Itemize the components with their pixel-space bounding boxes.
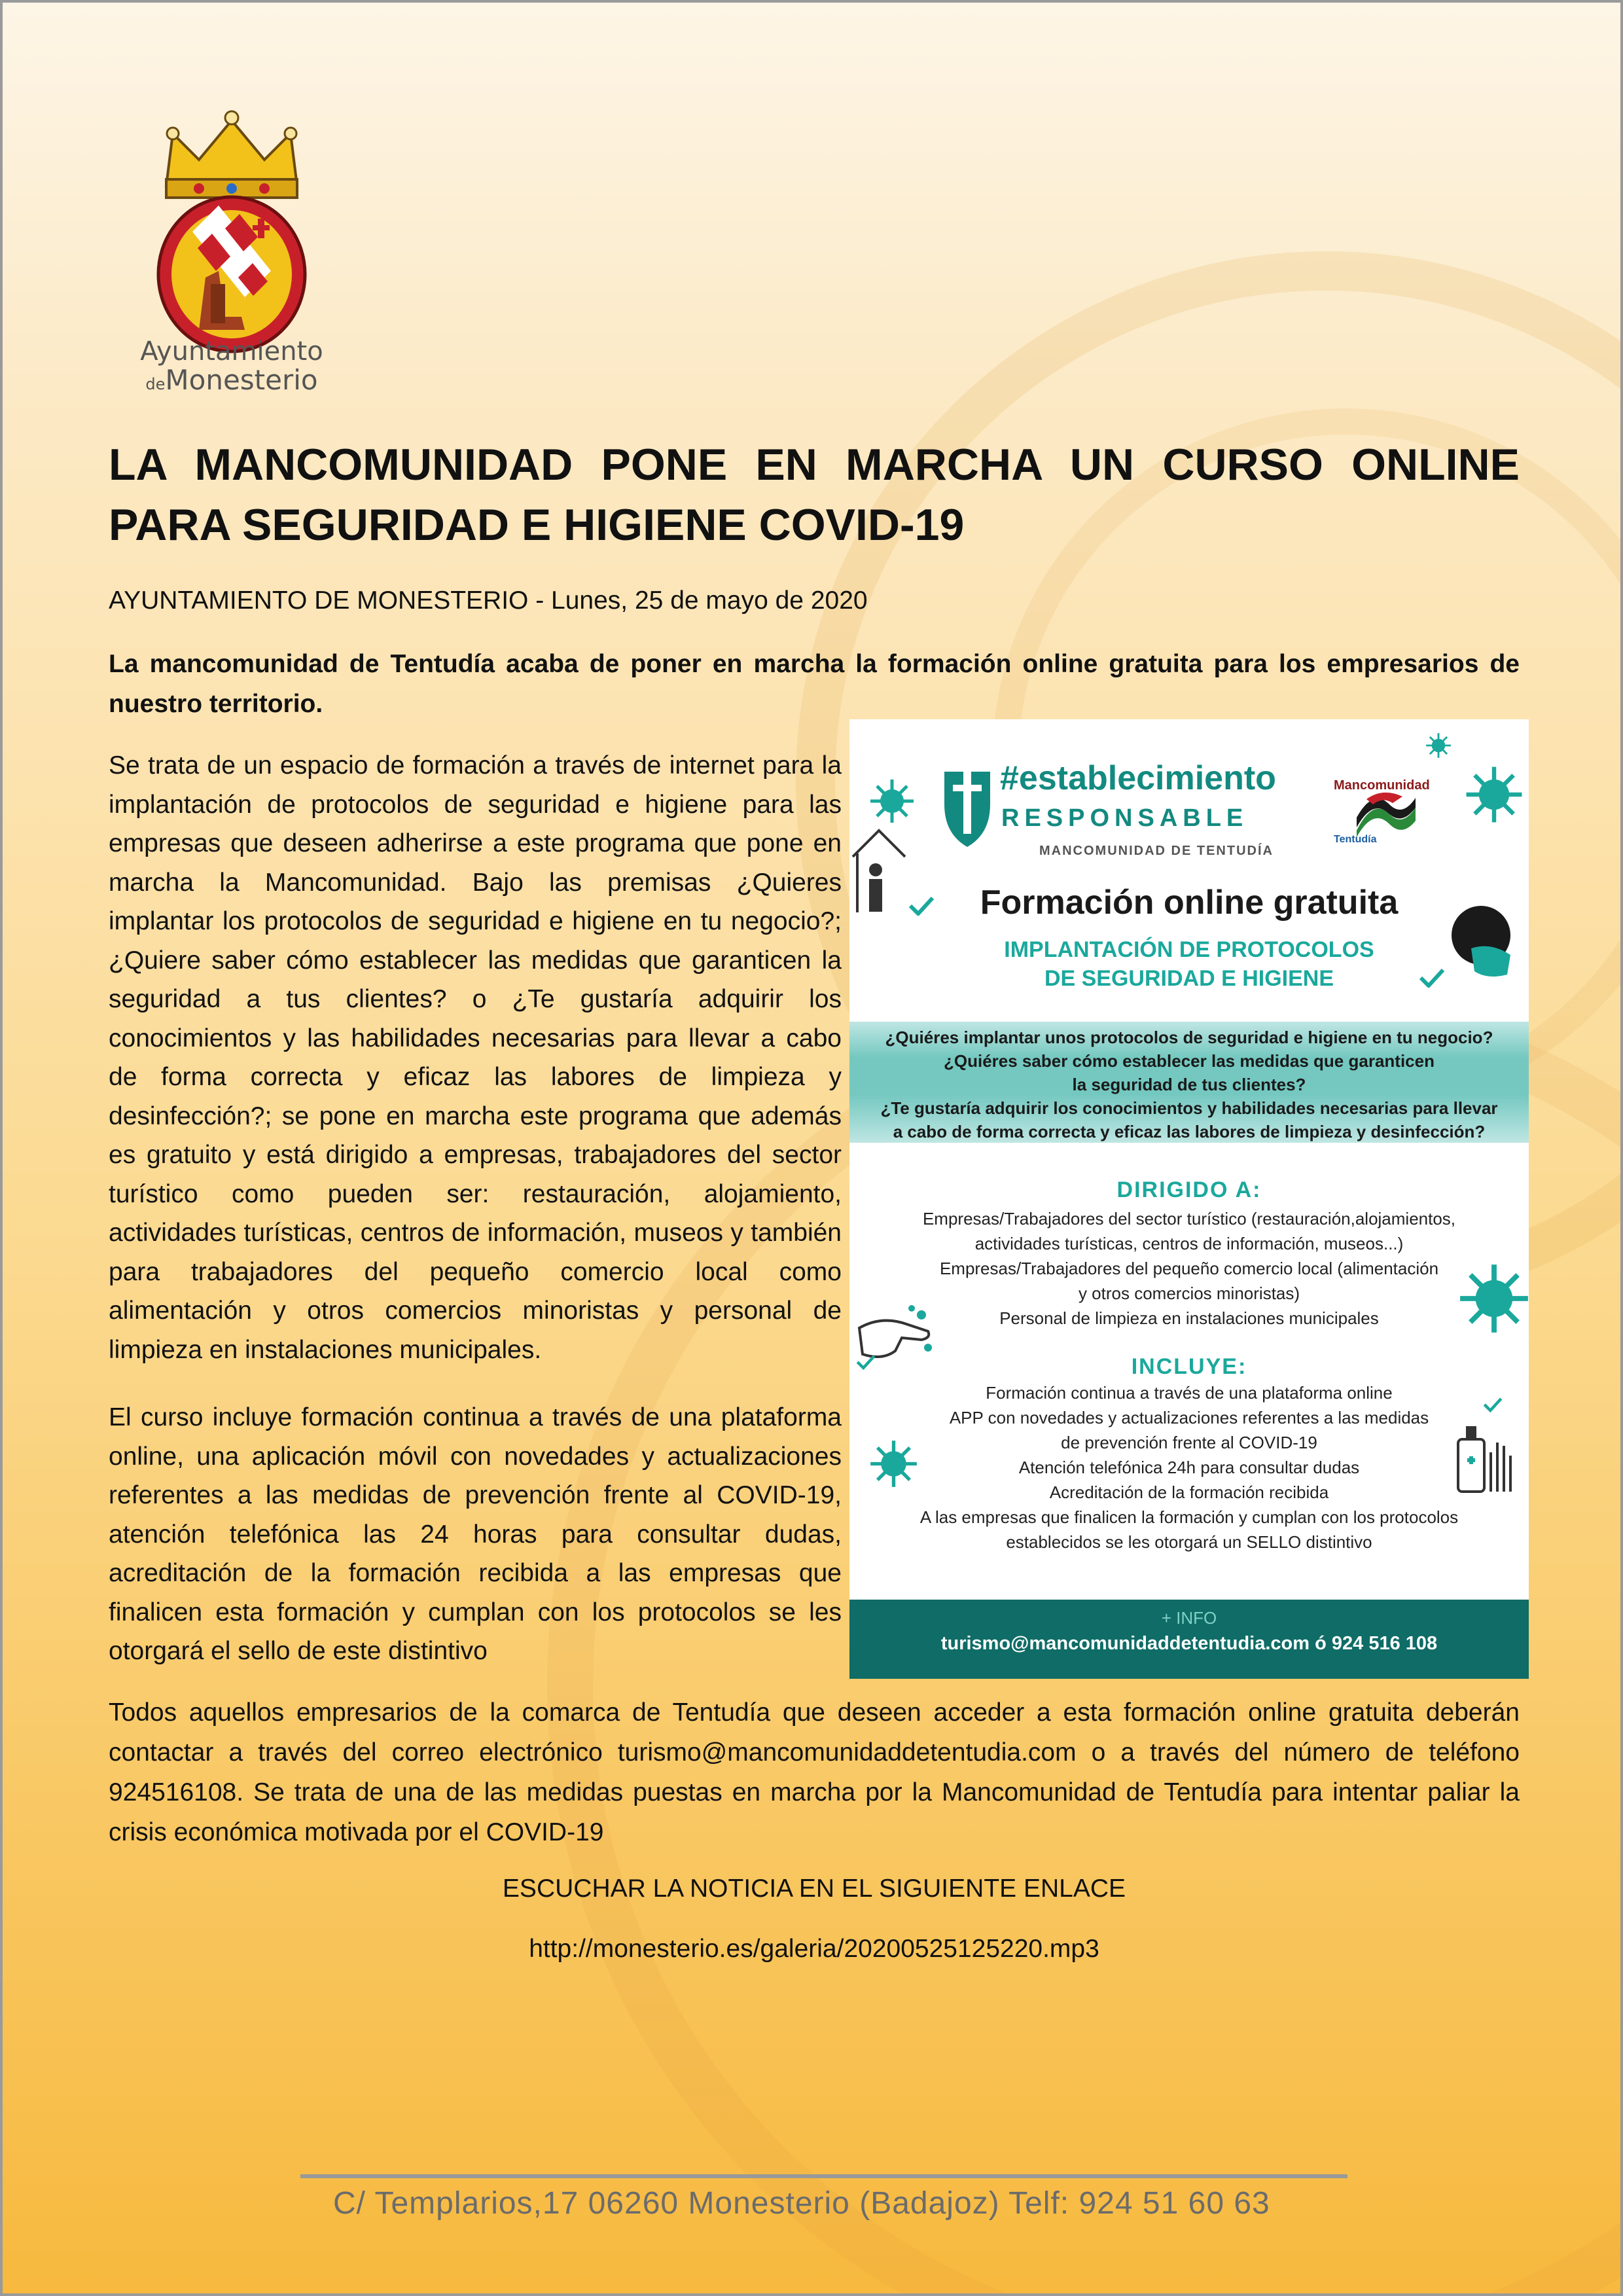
poster-dirigido-line: Personal de limpieza en instalaciones municipales [999,1308,1379,1328]
mancomunidad-logo-icon [1353,791,1419,837]
logo-caption-town: Monesterio [165,364,318,396]
virus-icon [1465,765,1524,824]
footer-address: C/ Templarios,17 06260 Monesterio (Badajoz) Telf: 924 51 60 63 [333,2186,1270,2221]
article-paragraph-3: Todos aquellos empresarios de la comarca de Tentudía que deseen acceder a esta formación online gratuita deberán contactar a través del correo electrónico turismo@mancomunidaddetentudia.com o a través del número de teléfono 924516108. Se trata de una de las medidas puestas en marcha por la Mancomunidad de Tentudía para intentar paliar la crisis económica motivada por el COVID-19 [109,1698,1520,1846]
virus-icon [1458,1263,1529,1335]
poster-incluye-line: Formación continua a través de una plataforma online [986,1383,1393,1403]
footer-divider [300,2174,1347,2178]
poster-incluye-title: INCLUYE: [1131,1354,1247,1379]
poster-responsable: RESPONSABLE [1001,804,1249,832]
poster-question-line: a cabo de forma correcta y eficaz las labores de limpieza y desinfección? [893,1122,1486,1141]
poster-contact: turismo@mancomunidaddetentudia.com ó 924 516 108 [940,1633,1438,1654]
poster-dirigido-line: actividades turísticas, centros de información, museos...) [974,1234,1404,1253]
poster-subheading-line2: DE SEGURIDAD E HIGIENE [1044,966,1334,991]
shield-icon [158,197,305,351]
poster-incluye-line: establecidos se les otorgará un SELLO distintivo [1006,1532,1372,1552]
poster-info-label: + INFO [1161,1608,1217,1628]
logo-caption-line2 [127,364,336,396]
poster-subheading [849,935,1529,993]
poster-incluye-line: de prevención frente al COVID-19 [1061,1433,1317,1452]
poster-incluye-line: A las empresas que finalicen la formación y cumplan con los protocolos [919,1507,1459,1527]
article-paragraph-2: El curso incluye formación continua a través de una plataforma online, una aplicación móvil con novedades y actualizaciones referentes a las medidas de prevención frente al COVID-19, atención telefónica las 24 horas para consultar dudas, acreditación de la formación recibida a las empresas que finalicen esta formación y cumplan con los protocolos se les otorgará el sello de este distintivo [109,1403,842,1665]
course-poster [849,719,1529,1679]
poster-dirigido-title: DIRIGIDO A: [1116,1177,1262,1202]
article-dateline: AYUNTAMIENTO DE MONESTERIO - Lunes, 25 de mayo de 2020 [109,586,868,615]
virus-icon [1425,732,1452,759]
poster-incluye-list [849,1380,1529,1554]
logo-caption-prefix: de [145,375,166,393]
poster-incluye-line: Atención telefónica 24h para consultar dudas [1018,1458,1360,1477]
poster-dirigido-line: Empresas/Trabajadores del pequeño comercio local (alimentación [939,1259,1439,1278]
poster-question-line: ¿Quiéres implantar unos protocolos de seguridad e higiene en tu negocio? [885,1028,1493,1047]
article-title: LA MANCOMUNIDAD PONE EN MARCHA UN CURSO ONLINE PARA SEGURIDAD E HIGIENE COVID-19 [109,440,1520,550]
logo-caption [127,336,336,396]
poster-subheading-line1: IMPLANTACIÓN DE PROTOCOLOS [1004,937,1374,962]
shield-cross-icon [941,759,993,850]
article-lead: La mancomunidad de Tentudía acaba de poner en marcha la formación online gratuita para los empresarios de nuestro territorio. [109,650,1520,718]
poster-incluye-line: APP con novedades y actualizaciones referentes a las medidas [949,1408,1429,1427]
logo-caption-line1: Ayuntamiento [140,336,323,367]
poster-mancomunidad: MANCOMUNIDAD DE TENTUDÍA [1039,844,1274,858]
poster-dirigido-list [849,1206,1529,1331]
poster-questions [849,1026,1529,1143]
audio-link[interactable]: http://monesterio.es/galeria/20200525125220.mp3 [529,1935,1099,1963]
poster-question-line: ¿Quiéres saber cómo establecer las medidas que garanticen [944,1051,1435,1071]
poster-incluye-line: Acreditación de la formación recibida [1049,1482,1329,1502]
crown-icon [166,111,297,198]
listen-label: ESCUCHAR LA NOTICIA EN EL SIGUIENTE ENLACE [502,1874,1126,1903]
poster-logo-tentudia: Tentudía [1334,834,1377,845]
poster-logo-mancomunidad: Mancomunidad [1334,778,1430,793]
poster-heading: Formación online gratuita [980,884,1399,922]
poster-question-line: ¿Te gustaría adquirir los conocimientos y habilidades necesarias para llevar [880,1098,1498,1118]
poster-dirigido-line: Empresas/Trabajadores del sector turístico (restauración,alojamientos, [922,1209,1456,1229]
article-paragraph-1: Se trata de un espacio de formación a través de internet para la implantación de protocolos de seguridad e higiene para las empresas que deseen adherirse a este programa que pone en marcha la Mancomunidad. Bajo las premisas ¿Quieres implantar los protocolos de seguridad e higiene en tu negocio?; ¿Quiere saber cómo establecer las medidas que garanticen la seguridad a tus clientes? o ¿Te gustaría adquirir los conocimientos y las habilidades necesarias para llevar a cabo de forma correcta y eficaz las labores de limpieza y desinfección?; se pone en marcha este programa que además es gratuito y está dirigido a empresas, trabajadores del sector turístico como pueden ser: restauración, alojamiento, actividades turísticas, centros de información, museos y también para trabajadores del pequeño comercio local como alimentación y otros comercios minoristas y personal de limpieza en instalaciones municipales. [109,751,842,1364]
virus-icon [869,778,915,824]
poster-dirigido-line: y otros comercios minoristas) [1078,1283,1300,1303]
poster-question-line: la seguridad de tus clientes? [1072,1075,1306,1094]
poster-hashtag: #establecimiento [1000,759,1276,797]
